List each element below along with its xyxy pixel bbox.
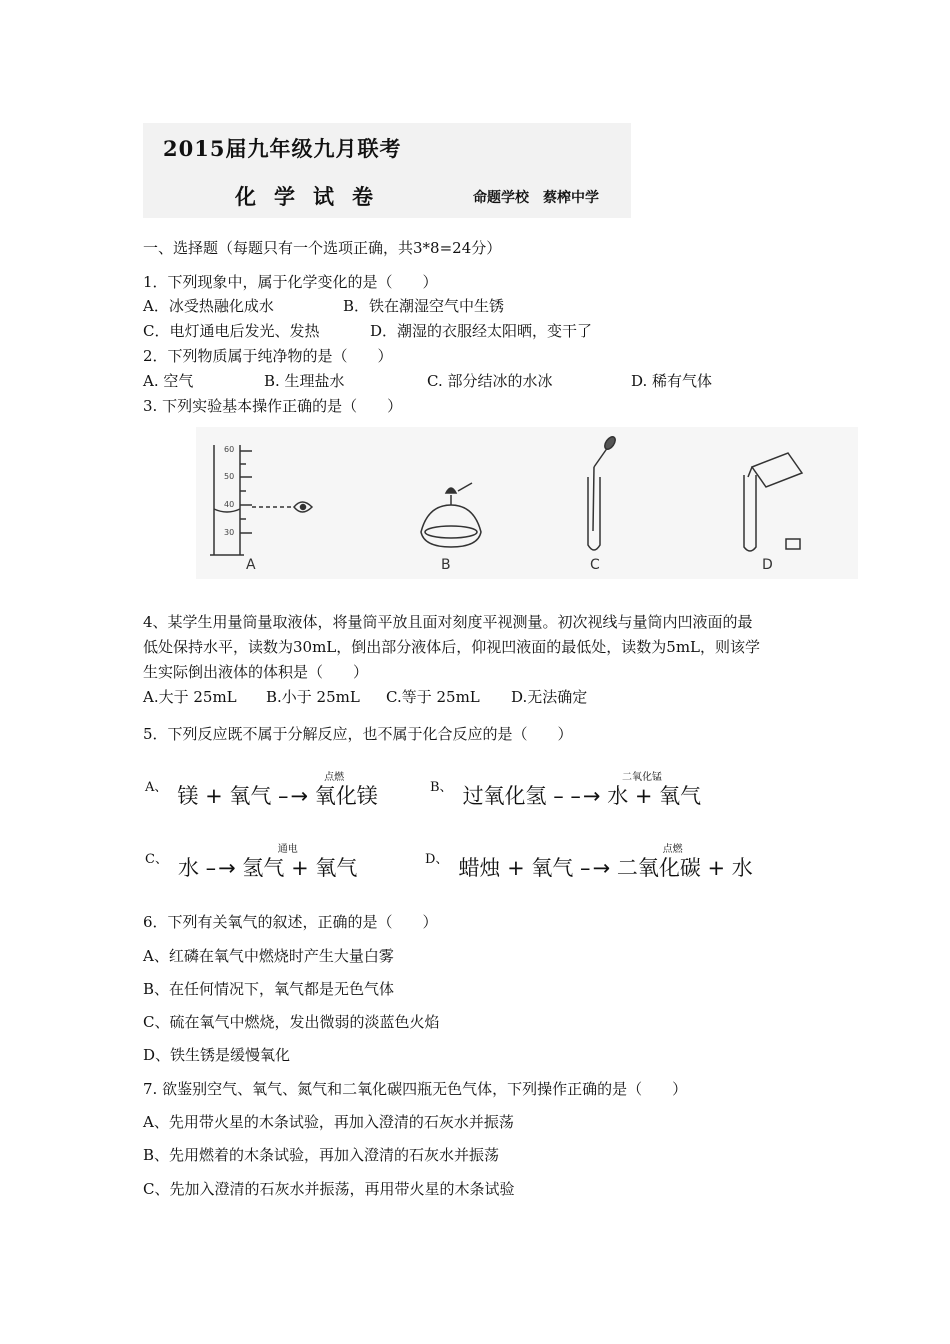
q2-option-c: C. 部分结冰的水冰 (427, 372, 553, 390)
q4-line-2: 低处保持水平，读数为30mL，倒出部分液体后，仰视凹液面的最低处，读数为5mL，则该学 (143, 638, 761, 656)
q5-equation-d (425, 844, 755, 882)
q6-option-b: B、在任何情况下，氧气都是无色气体 (143, 980, 395, 998)
q6-option-c: C、硫在氧气中燃烧，发出微弱的淡蓝色火焰 (143, 1013, 440, 1031)
q5-eq-d-rhs: → 二氧化碳 + 水 (592, 856, 753, 880)
q5-equation-c (145, 844, 359, 882)
exam-title: 2015届九年级九月联考 (163, 136, 402, 161)
q1-option-c: C．电灯通电后发光、发热 (143, 322, 320, 340)
q5-eq-d-condition: 点燃 (662, 844, 683, 855)
q4-option-c: C.等于 25mL (386, 688, 480, 706)
q5-eq-b-condition: 二氧化锰 (622, 772, 663, 783)
q6-option-a: A、红磷在氧气中燃烧时产生大量白雾 (143, 947, 394, 965)
q5-eq-c-condition: 通电 (277, 844, 298, 855)
q5-eq-c-lhs: 水 – (177, 856, 217, 880)
exam-school: 命题学校 蔡榨中学 (473, 190, 599, 206)
test-tube-dropper-icon (588, 435, 617, 550)
q6-stem: 6．下列有关氧气的叙述，正确的是（ ） (143, 913, 438, 931)
q7-option-a: A、先用带火星的木条试验，再加入澄清的石灰水并振荡 (143, 1113, 514, 1131)
q5-eq-b-label: B、 (430, 780, 453, 795)
tick-label: 50 (224, 472, 235, 481)
q5-eq-d-lhs: 蜡烛 + 氧气 – (458, 856, 591, 880)
q1-option-d: D．潮湿的衣服经太阳晒，变干了 (370, 322, 593, 340)
tick-label: 60 (224, 445, 235, 454)
section-heading: 一、选择题（每题只有一个选项正确，共3*8=24分） (143, 239, 502, 257)
figure-label-b: B (441, 557, 451, 573)
q5-eq-c-label: C、 (145, 852, 168, 867)
q3-figure (196, 427, 858, 579)
q2-stem: 2．下列物质属于纯净物的是（ ） (143, 347, 393, 365)
q5-eq-a-lhs: 镁 + 氧气 – (177, 784, 289, 808)
q5-eq-a-condition: 点燃 (324, 772, 345, 783)
q1-option-a: A．冰受热融化成水 (143, 297, 274, 315)
q4-line-1: 4、某学生用量筒量取液体，将量筒平放且面对刻度平视测量。初次视线与量筒内凹液面的最 (143, 613, 753, 631)
q4-line-3: 生实际倒出液体的体积是（ ） (143, 663, 369, 681)
q2-option-a: A. 空气 (143, 372, 194, 390)
exam-subject: 化学试卷 (235, 184, 391, 209)
q1-stem: 1．下列现象中，属于化学变化的是（ ） (143, 273, 438, 291)
figure-label-d: D (762, 557, 773, 573)
q4-option-b: B.小于 25mL (266, 688, 360, 706)
q5-eq-b-lhs: 过氧化氢 – – (462, 784, 581, 808)
q5-stem: 5．下列反应既不属于分解反应，也不属于化合反应的是（ ） (143, 725, 573, 743)
q2-option-d: D. 稀有气体 (631, 372, 713, 390)
tick-label: 40 (224, 500, 235, 509)
tick-label: 30 (224, 528, 235, 537)
q1-option-b: B．铁在潮湿空气中生锈 (343, 297, 505, 315)
q4-option-a: A.大于 25mL (143, 688, 237, 706)
q5-equation-b (430, 772, 703, 810)
q5-eq-a-label: A、 (145, 780, 168, 795)
q2-option-b: B. 生理盐水 (264, 372, 345, 390)
q5-eq-c-rhs: → 氢气 + 氧气 (218, 856, 358, 880)
pouring-bottle-icon (744, 453, 802, 551)
q3-figure-drawing (196, 427, 858, 579)
q3-stem: 3. 下列实验基本操作正确的是（ ） (143, 397, 403, 415)
q7-stem: 7. 欲鉴别空气、氧气、氮气和二氧化碳四瓶无色气体，下列操作正确的是（ ） (143, 1080, 688, 1098)
q7-option-c: C、先加入澄清的石灰水并振荡，再用带火星的木条试验 (143, 1180, 515, 1198)
q6-option-d: D、铁生锈是缓慢氧化 (143, 1046, 291, 1064)
q5-equation-a (145, 772, 380, 810)
figure-label-c: C (590, 557, 600, 573)
figure-label-a: A (246, 557, 256, 573)
alcohol-lamp-icon (421, 483, 481, 547)
q4-option-d: D.无法确定 (511, 688, 588, 706)
q5-eq-b-rhs: → 水 + 氧气 (582, 784, 702, 808)
q5-eq-d-label: D、 (425, 852, 449, 867)
q5-eq-a-rhs: → 氧化镁 (290, 784, 378, 808)
exam-header-banner (143, 123, 631, 218)
q7-option-b: B、先用燃着的木条试验，再加入澄清的石灰水并振荡 (143, 1146, 500, 1164)
